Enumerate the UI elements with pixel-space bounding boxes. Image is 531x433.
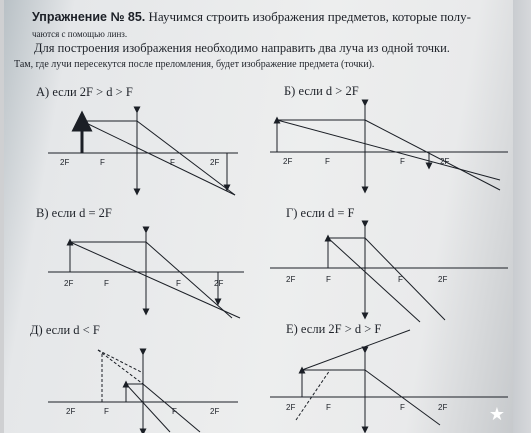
axis-label: F <box>325 157 330 166</box>
axis-label: 2F <box>438 275 448 284</box>
exercise-number: Упражнение № 85. <box>32 10 146 24</box>
panel-b-diagram <box>270 103 508 190</box>
star-icon[interactable]: ★ <box>488 404 505 425</box>
axis-label: F <box>400 157 405 166</box>
panel-e-axis-labels <box>286 403 447 412</box>
panel-d-title: Д) если d < F <box>30 323 100 337</box>
panel-a-diagram <box>48 110 238 195</box>
exercise-title-line2: чаются с помощью линз. <box>32 29 128 39</box>
axis-label: 2F <box>64 279 74 288</box>
panel-b-axis-labels <box>283 157 449 166</box>
axis-label: 2F <box>440 157 450 166</box>
axis-label: 2F <box>286 403 296 412</box>
page-edge <box>513 0 531 433</box>
axis-label: F <box>326 275 331 284</box>
axis-label: 2F <box>210 407 220 416</box>
axis-label: 2F <box>60 158 70 167</box>
virtual-ray <box>296 370 330 420</box>
axis-label: 2F <box>214 279 224 288</box>
instruction-line1: Для построения изображения необходимо направить два луча из одной точки. <box>34 41 450 55</box>
panel-g-diagram <box>270 224 508 322</box>
ray <box>137 121 235 195</box>
axis-label: F <box>172 407 177 416</box>
panel-a-title: А) если 2F > d > F <box>36 85 133 99</box>
panel-e-title: Е) если 2F > d > F <box>286 322 382 336</box>
axis-label: F <box>104 279 109 288</box>
axis-label: 2F <box>286 275 296 284</box>
axis-label: F <box>326 403 331 412</box>
panel-g-axis-labels <box>286 275 447 284</box>
axis-label: F <box>170 158 175 167</box>
axis-label: F <box>176 279 181 288</box>
virtual-ray <box>98 350 143 384</box>
axis-label: F <box>398 275 403 284</box>
axis-label: F <box>400 403 405 412</box>
ray <box>126 384 170 432</box>
panel-v-axis-labels <box>64 279 223 288</box>
axis-label: 2F <box>66 407 76 416</box>
panel-b-title: Б) если d > 2F <box>284 84 359 98</box>
panel-e-diagram <box>270 330 508 430</box>
ray <box>302 330 410 370</box>
panel-v-title: В) если d = 2F <box>36 206 112 220</box>
ray <box>277 120 500 180</box>
virtual-ray <box>98 350 143 373</box>
panel-g-title: Г) если d = F <box>286 206 355 220</box>
axis-label: F <box>104 407 109 416</box>
axis-label: 2F <box>438 403 448 412</box>
axis-label: 2F <box>210 158 220 167</box>
panel-d-diagram <box>48 350 238 432</box>
exercise-title-line1: Научимся строить изображения предметов, которые полу- <box>148 9 471 24</box>
instruction-line2: Там, где лучи пересекутся после преломления, будет изображение предмета (точки). <box>14 59 375 70</box>
ray <box>365 120 500 190</box>
axis-label: F <box>100 158 105 167</box>
axis-label: 2F <box>283 157 293 166</box>
panel-v-diagram <box>48 230 244 318</box>
